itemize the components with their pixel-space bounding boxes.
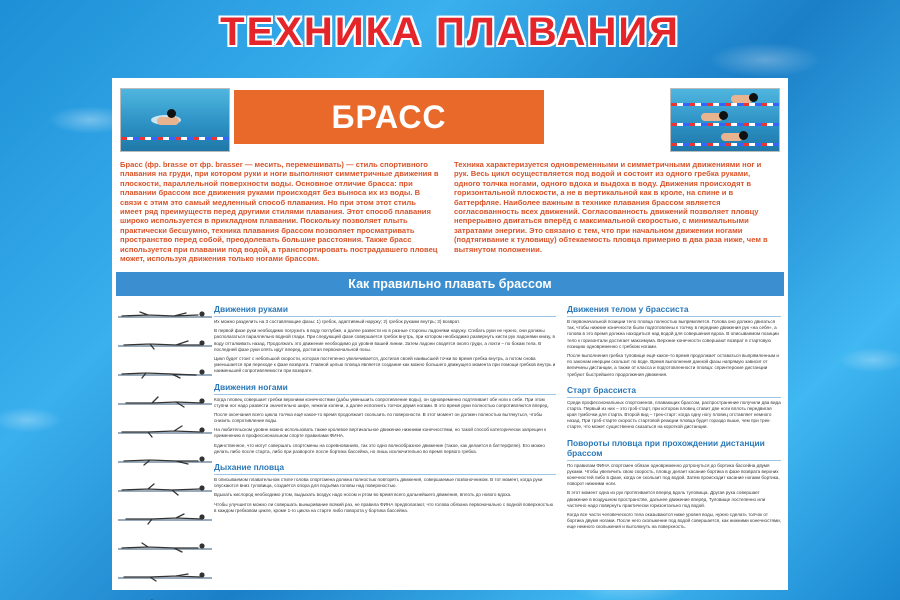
swimmer-figure-icon [118, 304, 212, 324]
swimmer-photo-right [670, 88, 780, 152]
section-heading: Движения руками [214, 304, 556, 317]
content-panel [112, 78, 788, 590]
section-paragraph: Их можно разделить на 3 составляющие фазы: 1) гребок, адаптивный наружу; 2) гребок руками внутрь; 3) возврат. [214, 319, 460, 324]
section-heading: Дыхание пловца [214, 462, 556, 475]
swimmer-figure-icon [118, 391, 212, 411]
section-heading: Старт брассиста [567, 385, 781, 398]
intro-text-right: Техника характеризуется одновременными и симметричными движениями ног и рук. Весь цикл осуществляется под водой и состоит из одного гребка руками, одного толчка ногами, одного вдоха и выдоха в воду. Движения происходят в горизонтальной плоскости, а не в вертикальной как в кроле, на спине и в баттерфляе. Наиболее важным в технике плавания брассом является согласованность всех движений. Согласованность движений позволяет пловцу непрерывно двигаться вперёд с максимальной скоростью, с минимальными затратами энергии. Это связано с тем, что при начальном движении ногами (подтягивание к туловищу) обтекаемость пловца примерно в два раза ниже, чем в вытянутом положении. [454, 160, 768, 254]
section-body [567, 304, 781, 378]
swimmer-figure-icon [118, 333, 212, 353]
section-paragraph: После окончания всего цикла толчка ещё какое-то время продолжает скользить по поверхности. В этот момент он должен полностью вытянуться, чтобы снизить сопротивление воды. [214, 411, 543, 424]
section-heading: Повороты пловца при прохождении дистанции брассом [567, 438, 781, 461]
stroke-title: БРАСС [331, 99, 447, 135]
swimmer-photo-left [120, 88, 230, 152]
section-paragraph: В первоначальной позиции тело пловца полностью выпрямляется. Голова оно должно двигаться так, чтобы нижние конечности были подготовлены к толчку в передние движения рук «на себя», а голова в это время должна находиться над водой для совершения вдоха. В описываемом позиции тело к горизонтали достигает максимума. Верхние конечности совершают возврат в стартовую позицию одновременно с гребком ногами. [567, 319, 779, 349]
section-paragraph: В первой фазе руки необходимо погрузить в воду поглубже, а далее развести их в разные стороны ладонями наружу. Сгибать руки не нужно, они должны располагаться параллельно водной глади. При следующей фазе совершается гребок внутрь, при котором необходимо развернуть кисти рук ладонями книзу, в воду отталкивать назад. Продолжать это движение необходимо до уровня вашей линии. Затем ладони сводятся около груди, а локти – по бокам тела. В последней фазе руки опять идут вперед, достигая первоначальной позы. [214, 328, 555, 352]
howto-title: Как правильно плавать брассом [348, 277, 552, 291]
swimmer-figure-icon [118, 536, 212, 556]
stroke-figures [118, 304, 212, 600]
column-middle [214, 304, 556, 517]
section-paragraph: По правилам ФИНА спортсмен обязан одновременно дотронуться до бортика бассейна двумя руками. Чтобы увеличить свою скорость, пловцу делает касание бортика в фазе возврата верхних конечностей либо в фазе, когда он скользит под водой. Затем происходит касание ногами бортика, поворот нижними ноги. [567, 462, 780, 487]
swimmer-figure-icon [118, 362, 212, 382]
section-paragraph: После выполнения гребка туловище ещё какое-то время продолжает оставаться выпрямленным и по законам инерции скользит по воде. Время выполнения данной фазы напрямую зависит от величины дистанции, а также от класса и подготовленности пловца: спринтерские дистанции требуют быстрейшего продолжения движения. [567, 352, 779, 377]
section-breathing [214, 462, 556, 514]
section-paragraph: Единственное, что могут совершать спортсмены на соревнованиях, так это одно волнообразное движение (такое, как делается в баттерфляе). Его можно делать либо после старта, либо при разворотe после бортика бассейна, но лишь исключительно во время первого гребка. [214, 442, 545, 454]
section-turns [567, 438, 781, 531]
section-paragraph: Когда пловец совершает гребки верхними конечностями (дабы уменьшить сопротивление воды), он одновременно подтягивает обе ноги к себе. При этом ступни ног надо развести значительно шире, нежели колени, а далее исполнить толчок двумя ногами. В это время руки полностью сопротивляются вперед. [214, 396, 549, 408]
section-paragraph: На любительском уровне можно использовать также кролевое вертикальное движение нижними конечностями, но такой способ категорически запрещен к применению в профессиональном спорте правилами ФИНА. [214, 427, 547, 439]
section-heading: Движения ногами [214, 382, 556, 395]
section-legs [214, 382, 556, 456]
swimmer-figure-icon [118, 420, 212, 440]
section-heading: Движения телом у брассиста [567, 304, 781, 317]
section-paragraph: Чтобы улучшится можно ли совершать выныривание всякий раз, не правила ФИНА предполагают, что голова обязана первоначально с водной поверхностью в каждом гребковом цикле, кроме 1-го цикла на старте либо поворота у бортика бассейна. [214, 501, 554, 513]
swimmer-figure-icon [118, 478, 212, 498]
howto-bar [116, 272, 784, 296]
swimmer-figure-icon [118, 449, 212, 469]
swimmer-figure-icon [118, 507, 212, 527]
swimmer-figure-icon [118, 565, 212, 585]
section-start [567, 385, 781, 431]
section-arms [214, 304, 556, 375]
poster-title: ТЕХНИКА ПЛАВАНИЯ [220, 10, 680, 54]
section-paragraph: Вдыхать кислород необходимо ртом, выдыхать воздух надо носом и ртом во время всего дальнейшего движения, вплоть до нового вдоха. [214, 492, 512, 498]
section-paragraph: Цикл будет стоит с небольшой скорости, которая постепенно увеличивается, достигая своей наивысшей точки во время гребка внутрь, а потом снова уменьшается при переходе к фазе возврата. Главной целью пловца является создание как можно большего движущего момента при помощи гребков внутрь и наименьшей сопротивляемости при возврате. [214, 355, 556, 374]
column-right [567, 304, 781, 534]
section-paragraph: Когда все части человеческого тела оказываются ниже уровня воды, нужно сделать толчок от бортика двумя ногами. После него скольжение под водой совершается, как нижними конечностями, еще немного скольжения и вытолкнуть на поверхность. [567, 511, 781, 530]
swimmer-figure-icon [118, 594, 212, 600]
stroke-banner [234, 90, 544, 144]
section-paragraph: В описываемом плавательном стиле голова спортсмена должна полностью повторять движения, совершаемые позвоночником. В тот момент, когда руки опускаются вниз туловища, создаётся опора для подъёма головы над поверхностью. [214, 477, 543, 489]
section-paragraph: Среди профессиональных спортсменов, плавающих брассом, распространение получили два вида старта. Первый из них – это грэб-старт, при котором пловец ставит две ноги вплоть передвигая края тумбочки для старта. Второй вид – трек-старт: когда одну ногу пловец отставляет немного назад. При трэб-старте скорость стартовой реакции пловца будет гораздо выше, чем при трек-старте, что может существенно сказаться на короткой дистанции. [567, 399, 781, 430]
section-paragraph: В этот момент одна из рук протягивается вперед вдоль туловища. Другая рука совершает движение в воздушном пространстве, дальнее движение вперёд. Туловище постепенно или частично надо повернуть практически горизонтально под водой. [567, 490, 766, 508]
intro-text-left: Брасс (фр. brasse от фр. brasser — месить, перемешивать) — стиль спортивного плавания на груди, при котором руки и ноги выполняют симметричные движения в плоскости, параллельной поверхности воды. Основное отличие брасса: при плавании брассом все движения руками происходят без выноса их из воды. В связи с этим это самый медленный способ плавания. Но при этом этот стиль имеет ряд преимуществ перед другими стилями плавания. Этот способ плавания широко используется в прикладном плавании. Поскольку позволяет плыть практически бесшумно, техника плавания брассом позволяет просматривать пространство перед собой, преодолевать большие расстояния. Также брасс используется при плавании под водой, а транспортировать пострадавшего пловец может, используя движения только ногами брассом. [120, 160, 439, 264]
